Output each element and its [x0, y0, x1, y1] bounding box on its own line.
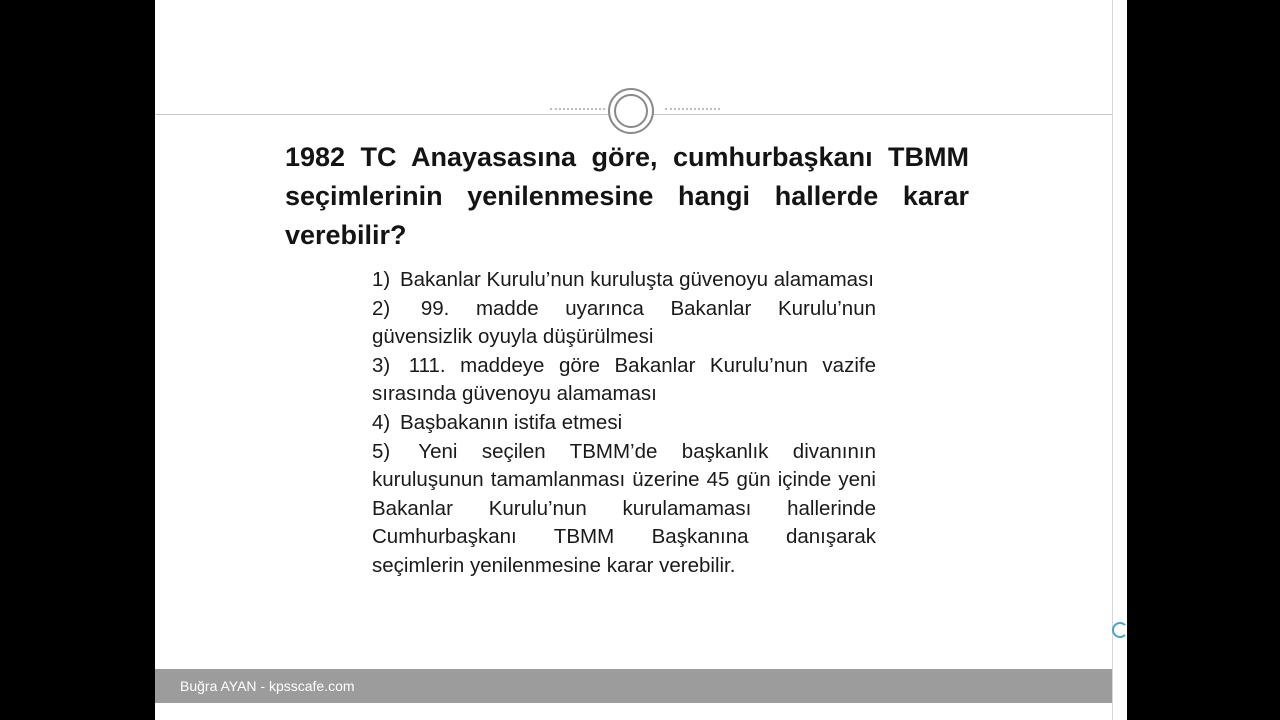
option-text: 99. madde uyarınca Bakanlar Kurulu’nun güvensizlik oyuyla düşürülmesi: [372, 296, 876, 349]
footer-bar: [155, 669, 1112, 703]
option-item: [372, 295, 876, 352]
option-item: [372, 438, 876, 581]
divider-dots-left: [550, 108, 605, 110]
option-item: [372, 352, 876, 409]
option-text: 111. maddeye göre Bakanlar Kurulu’nun vazife sırasında güvenoyu alamaması: [372, 353, 876, 406]
option-number: 3): [372, 353, 391, 377]
option-number: 5): [372, 439, 391, 463]
loading-spinner-icon: [1112, 622, 1126, 640]
slide: [155, 0, 1112, 720]
option-item: [372, 266, 876, 295]
divider-dots-right: [665, 108, 720, 110]
footer-author: Buğra AYAN - kpsscafe.com: [180, 678, 355, 694]
option-number: 4): [372, 410, 391, 434]
option-text: Yeni seçilen TBMM’de başkanlık divanının kuruluşunun tamamlanması üzerine 45 gün içinde yeni Bakanlar Kurulu’nun kurulamaması hallerinde Cumhurbaşkanı TBMM Başkanına danışarak seçimlerin yenilenmesine karar verebilir.: [372, 439, 877, 577]
window-edge-strip: [1112, 0, 1127, 720]
circle-ornament-icon: [608, 88, 654, 134]
option-number: 2): [372, 296, 391, 320]
option-text: Başbakanın istifa etmesi: [399, 410, 623, 434]
option-text: Bakanlar Kurulu’nun kuruluşta güvenoyu alamaması: [399, 268, 874, 291]
options-list: [372, 266, 876, 581]
question-text: 1982 TC Anayasasına göre, cumhurbaşkanı TBMM seçimlerinin yenilenmesine hangi hallerde karar verebilir?: [285, 142, 969, 250]
option-item: [372, 409, 876, 438]
option-number: 1): [372, 268, 391, 291]
